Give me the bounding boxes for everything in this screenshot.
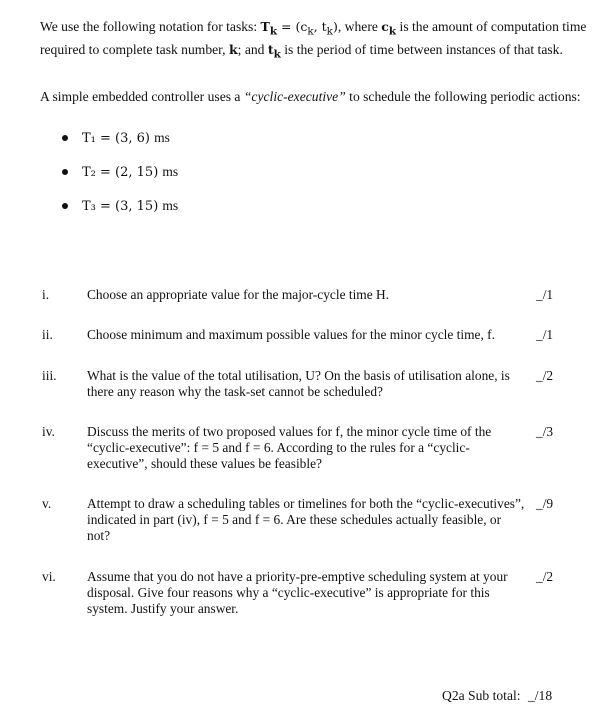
question-number: ii. bbox=[42, 327, 53, 342]
task-1: T₁ = (3, 6) bbox=[82, 131, 150, 146]
cyclic-executive-term: “cyclic-executive” bbox=[243, 89, 346, 104]
question-marks: _/2 bbox=[536, 368, 554, 383]
intro-text: We use the following notation for tasks: bbox=[40, 19, 258, 34]
bullet-icon bbox=[62, 169, 68, 175]
tuple-open bbox=[277, 19, 338, 38]
ck-symbol bbox=[381, 19, 397, 38]
sub-total bbox=[442, 688, 556, 704]
sub-total-label: Q2a Sub total: bbox=[442, 688, 521, 703]
intro-computation-text: is the amount of computation time required to complete task number, bbox=[40, 19, 587, 57]
tuple-ck-sub: k bbox=[307, 25, 314, 38]
intro-and: ; and bbox=[237, 41, 265, 57]
question-marks: _/1 bbox=[536, 327, 554, 342]
intro-paragraph bbox=[40, 18, 588, 63]
task-notation bbox=[260, 19, 278, 38]
question-number: vi. bbox=[42, 569, 56, 584]
question-marks: _/3 bbox=[536, 424, 554, 439]
k-variable: k bbox=[228, 41, 238, 57]
ck-letter: c bbox=[381, 19, 389, 34]
lead-paragraph bbox=[40, 88, 588, 105]
task-3: T₃ = (3, 15) bbox=[82, 199, 159, 214]
tuple-eq: = (c bbox=[277, 19, 308, 34]
ck-sub: k bbox=[388, 25, 397, 38]
question-marks: _/2 bbox=[536, 569, 554, 584]
question-text: Discuss the merits of two proposed values for f, the minor cycle time of the “cyclic-executive”: f = 5 and f = 6. According to the rules for a “cyclic-executive”, should these values be feasible? bbox=[87, 424, 492, 471]
question-text: Choose an appropriate value for the major-cycle time H. bbox=[87, 287, 390, 302]
tk-period-symbol bbox=[267, 41, 281, 60]
task-1-unit: ms bbox=[154, 130, 170, 145]
task-2: T₂ = (2, 15) bbox=[82, 165, 159, 180]
tuple-comma: , t bbox=[313, 19, 327, 34]
question-text: Attempt to draw a scheduling tables or timelines for both the “cyclic-executives”, indicated in part (iv), f = 5 and f = 6. Are these schedules actually feasible, or not? bbox=[87, 496, 525, 543]
question-marks: _/1 bbox=[536, 287, 554, 302]
task-expression bbox=[82, 128, 170, 149]
lead-text-end: to schedule the following periodic actions: bbox=[349, 89, 581, 104]
intro-where: , where bbox=[337, 19, 378, 34]
bullet-icon bbox=[62, 135, 68, 141]
question-text: What is the value of the total utilisation, U? On the basis of utilisation alone, is there any reason why the task-set cannot be scheduled? bbox=[87, 368, 510, 399]
lead-text: A simple embedded controller uses a bbox=[40, 89, 241, 104]
task-2-unit: ms bbox=[162, 164, 179, 179]
intro-period-text: is the period of time between instances of that task. bbox=[284, 41, 563, 57]
tk-symbol: T bbox=[260, 19, 270, 34]
sub-total-marks: _/18 bbox=[527, 688, 553, 703]
question-number: iii. bbox=[42, 368, 57, 383]
task-3-unit: ms bbox=[162, 198, 179, 213]
t-sub: k bbox=[273, 48, 281, 60]
question-marks: _/9 bbox=[536, 496, 554, 511]
bullet-icon bbox=[62, 203, 68, 209]
question-number: iv. bbox=[42, 424, 55, 439]
tuple-close: ) bbox=[332, 19, 338, 34]
task-expression bbox=[82, 196, 178, 217]
task-expression bbox=[82, 162, 178, 183]
question-number: v. bbox=[42, 496, 52, 511]
question-text: Assume that you do not have a priority-pre-emptive scheduling system at your disposal. Give four reasons why a “cyclic-executive” is appropriate for this system. Justify your answer. bbox=[87, 569, 508, 616]
tk-subscript: k bbox=[269, 25, 278, 38]
question-number: i. bbox=[42, 287, 50, 302]
tuple-tk-sub: k bbox=[326, 25, 333, 38]
question-text: Choose minimum and maximum possible values for the minor cycle time, f. bbox=[87, 327, 495, 342]
t-letter: t bbox=[267, 41, 274, 57]
